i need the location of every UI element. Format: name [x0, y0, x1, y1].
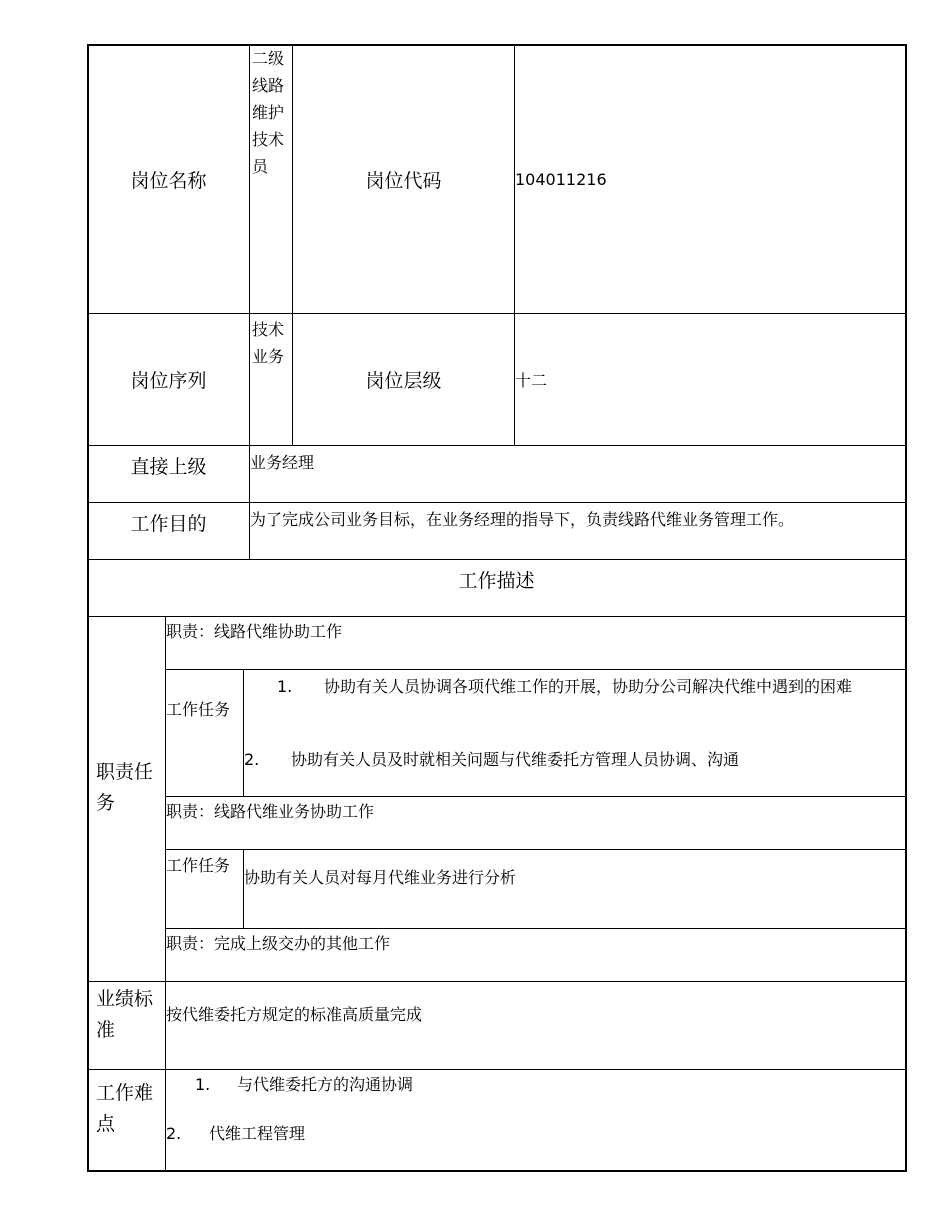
position-sequence-label: 岗位序列: [87, 313, 250, 446]
performance-label: 业绩标准: [87, 981, 166, 1070]
duty-title: 职责：完成上级交办的其他工作: [165, 928, 906, 982]
difficulty-text: 代维工程管理: [209, 1124, 306, 1143]
supervisor-label: 直接上级: [87, 445, 250, 503]
position-name-value: 二级线路维护技术员: [249, 44, 293, 314]
task-text: 协助有关人员对每月代维业务进行分析: [243, 849, 906, 929]
duty-title: 职责：线路代维业务协助工作: [165, 796, 906, 850]
task-label: 工作任务: [165, 669, 244, 797]
duties-label: 职责任务: [87, 616, 166, 982]
supervisor-value: 业务经理: [249, 445, 906, 503]
task-text: 协助有关人员及时就相关问题与代维委托方管理人员协调、沟通: [291, 750, 740, 769]
task-label: 工作任务: [165, 849, 244, 929]
difficulty-number: 1.: [195, 1075, 211, 1094]
position-name-label: 岗位名称: [87, 44, 250, 314]
difficulties-label: 工作难点: [87, 1069, 166, 1171]
purpose-value: 为了完成公司业务目标，在业务经理的指导下，负责线路代维业务管理工作。: [249, 502, 906, 560]
position-code-label: 岗位代码: [292, 44, 515, 314]
task-text: 协助有关人员协调各项代维工作的开展，协助分公司解决代维中遇到的困难: [324, 677, 853, 696]
difficulties-list: [165, 1069, 906, 1171]
performance-value: 按代维委托方规定的标准高质量完成: [165, 981, 906, 1070]
position-sequence-value: 技术业务: [249, 313, 293, 446]
duty-title: 职责：线路代维协助工作: [165, 616, 906, 670]
position-code-value: 104011216: [514, 44, 906, 314]
description-title: 工作描述: [87, 559, 906, 617]
difficulty-number: 2.: [166, 1124, 182, 1143]
position-level-value: 十二: [514, 313, 906, 446]
task-number: 1.: [277, 677, 293, 696]
purpose-label: 工作目的: [87, 502, 250, 560]
task-number: 2.: [244, 750, 260, 769]
task-list: [243, 669, 906, 797]
difficulty-text: 与代维委托方的沟通协调: [237, 1075, 414, 1094]
position-level-label: 岗位层级: [292, 313, 515, 446]
